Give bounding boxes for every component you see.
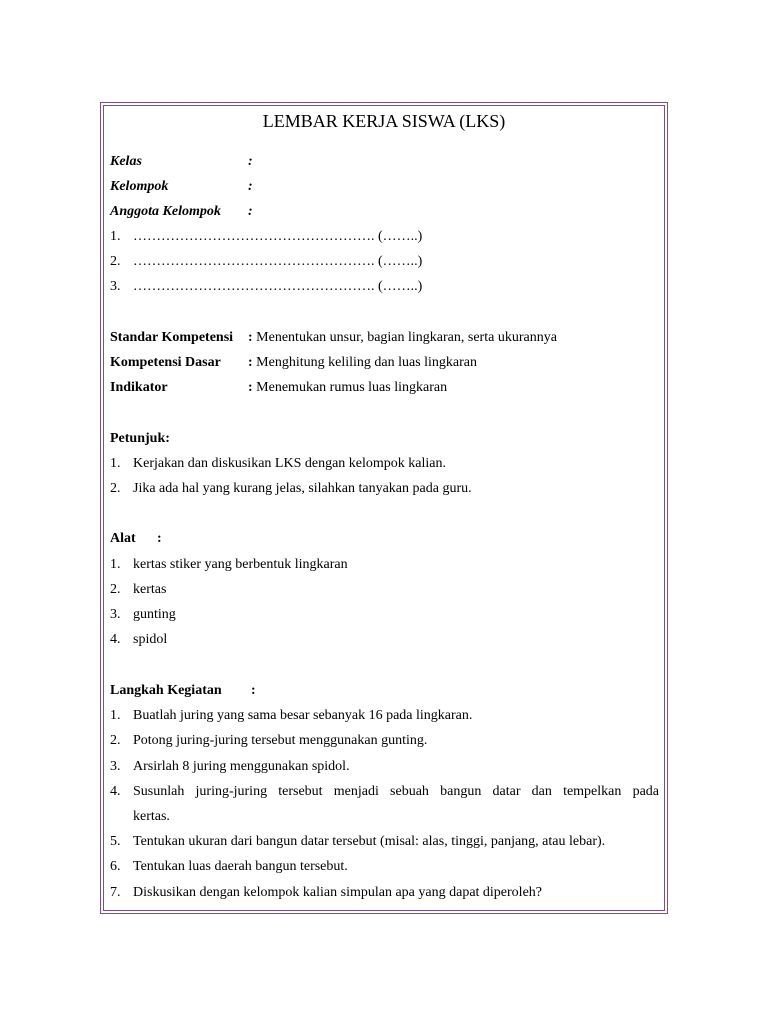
member-blank: ……………………………………………. (……..) <box>133 254 423 269</box>
kelas-colon: : <box>248 154 253 169</box>
list-item: 1. Kerjakan dan diskusikan LKS dengan kelompok kalian. <box>110 456 446 471</box>
member-line: 3. ……………………………………………. (……..) <box>110 279 423 294</box>
list-item: 3. gunting <box>110 607 176 622</box>
page-title: LEMBAR KERJA SISWA (LKS) <box>262 111 506 131</box>
kelas-label: Kelas <box>110 154 142 169</box>
member-line: 1. ……………………………………………. (……..) <box>110 229 423 244</box>
list-item: 6. Tentukan luas daerah bangun tersebut. <box>110 859 348 874</box>
member-blank: ……………………………………………. (……..) <box>133 279 423 294</box>
list-item: 2. Jika ada hal yang kurang jelas, silahkan tanyakan pada guru. <box>110 481 472 496</box>
list-item: 2. kertas <box>110 582 167 597</box>
list-item: 2. Potong juring-juring tersebut menggunakan gunting. <box>110 733 428 748</box>
langkah-heading: Langkah Kegiatan : <box>110 683 256 698</box>
kelompok-label: Kelompok <box>110 179 169 194</box>
list-item-text: Susunlah juring-juring tersebut menjadi sebuah bangun datar dan tempelkan pada <box>133 784 659 799</box>
kompetensi-dasar-row: Kompetensi Dasar : Menghitung keliling dan luas lingkaran <box>110 353 477 373</box>
anggota-colon: : <box>248 204 253 219</box>
list-item: 7. Diskusikan dengan kelompok kalian simpulan apa yang dapat diperoleh? <box>110 885 543 900</box>
list-item: 3. Arsirlah 8 juring menggunakan spidol. <box>110 759 350 774</box>
kd-value: Menghitung keliling dan luas lingkaran <box>256 355 478 370</box>
indikator-row: Indikator : Menemukan rumus luas lingkaran <box>110 378 447 398</box>
list-item: 1. Buatlah juring yang sama besar sebanyak 16 pada lingkaran. <box>110 708 473 723</box>
member-line: 2. ……………………………………………. (……..) <box>110 254 423 269</box>
ind-value: Menemukan rumus luas lingkaran <box>256 380 448 395</box>
list-item: 1. kertas stiker yang berbentuk lingkaran <box>110 557 348 572</box>
petunjuk-heading: Petunjuk: <box>110 431 170 446</box>
list-item: 4. <box>110 784 121 799</box>
kelompok-row <box>110 177 253 197</box>
list-item-continuation: kertas. <box>133 809 170 824</box>
ind-label: Indikator <box>110 380 168 395</box>
anggota-row <box>110 202 253 222</box>
standar-kompetensi-row: Standar Kompetensi : Menentukan unsur, bagian lingkaran, serta ukurannya <box>110 328 557 348</box>
anggota-label: Anggota Kelompok <box>110 204 221 219</box>
kelompok-colon: : <box>248 179 253 194</box>
kd-label: Kompetensi Dasar <box>110 355 221 370</box>
kelas-row <box>110 152 253 172</box>
member-blank: ……………………………………………. (……..) <box>133 229 423 244</box>
list-item: 5. Tentukan ukuran dari bangun datar tersebut (misal: alas, tinggi, panjang, atau lebar). <box>110 834 606 849</box>
sk-value: Menentukan unsur, bagian lingkaran, serta ukurannya <box>256 330 557 345</box>
alat-heading: Alat : <box>110 531 162 546</box>
sk-label: Standar Kompetensi <box>110 330 234 345</box>
list-item: 4. spidol <box>110 632 168 647</box>
